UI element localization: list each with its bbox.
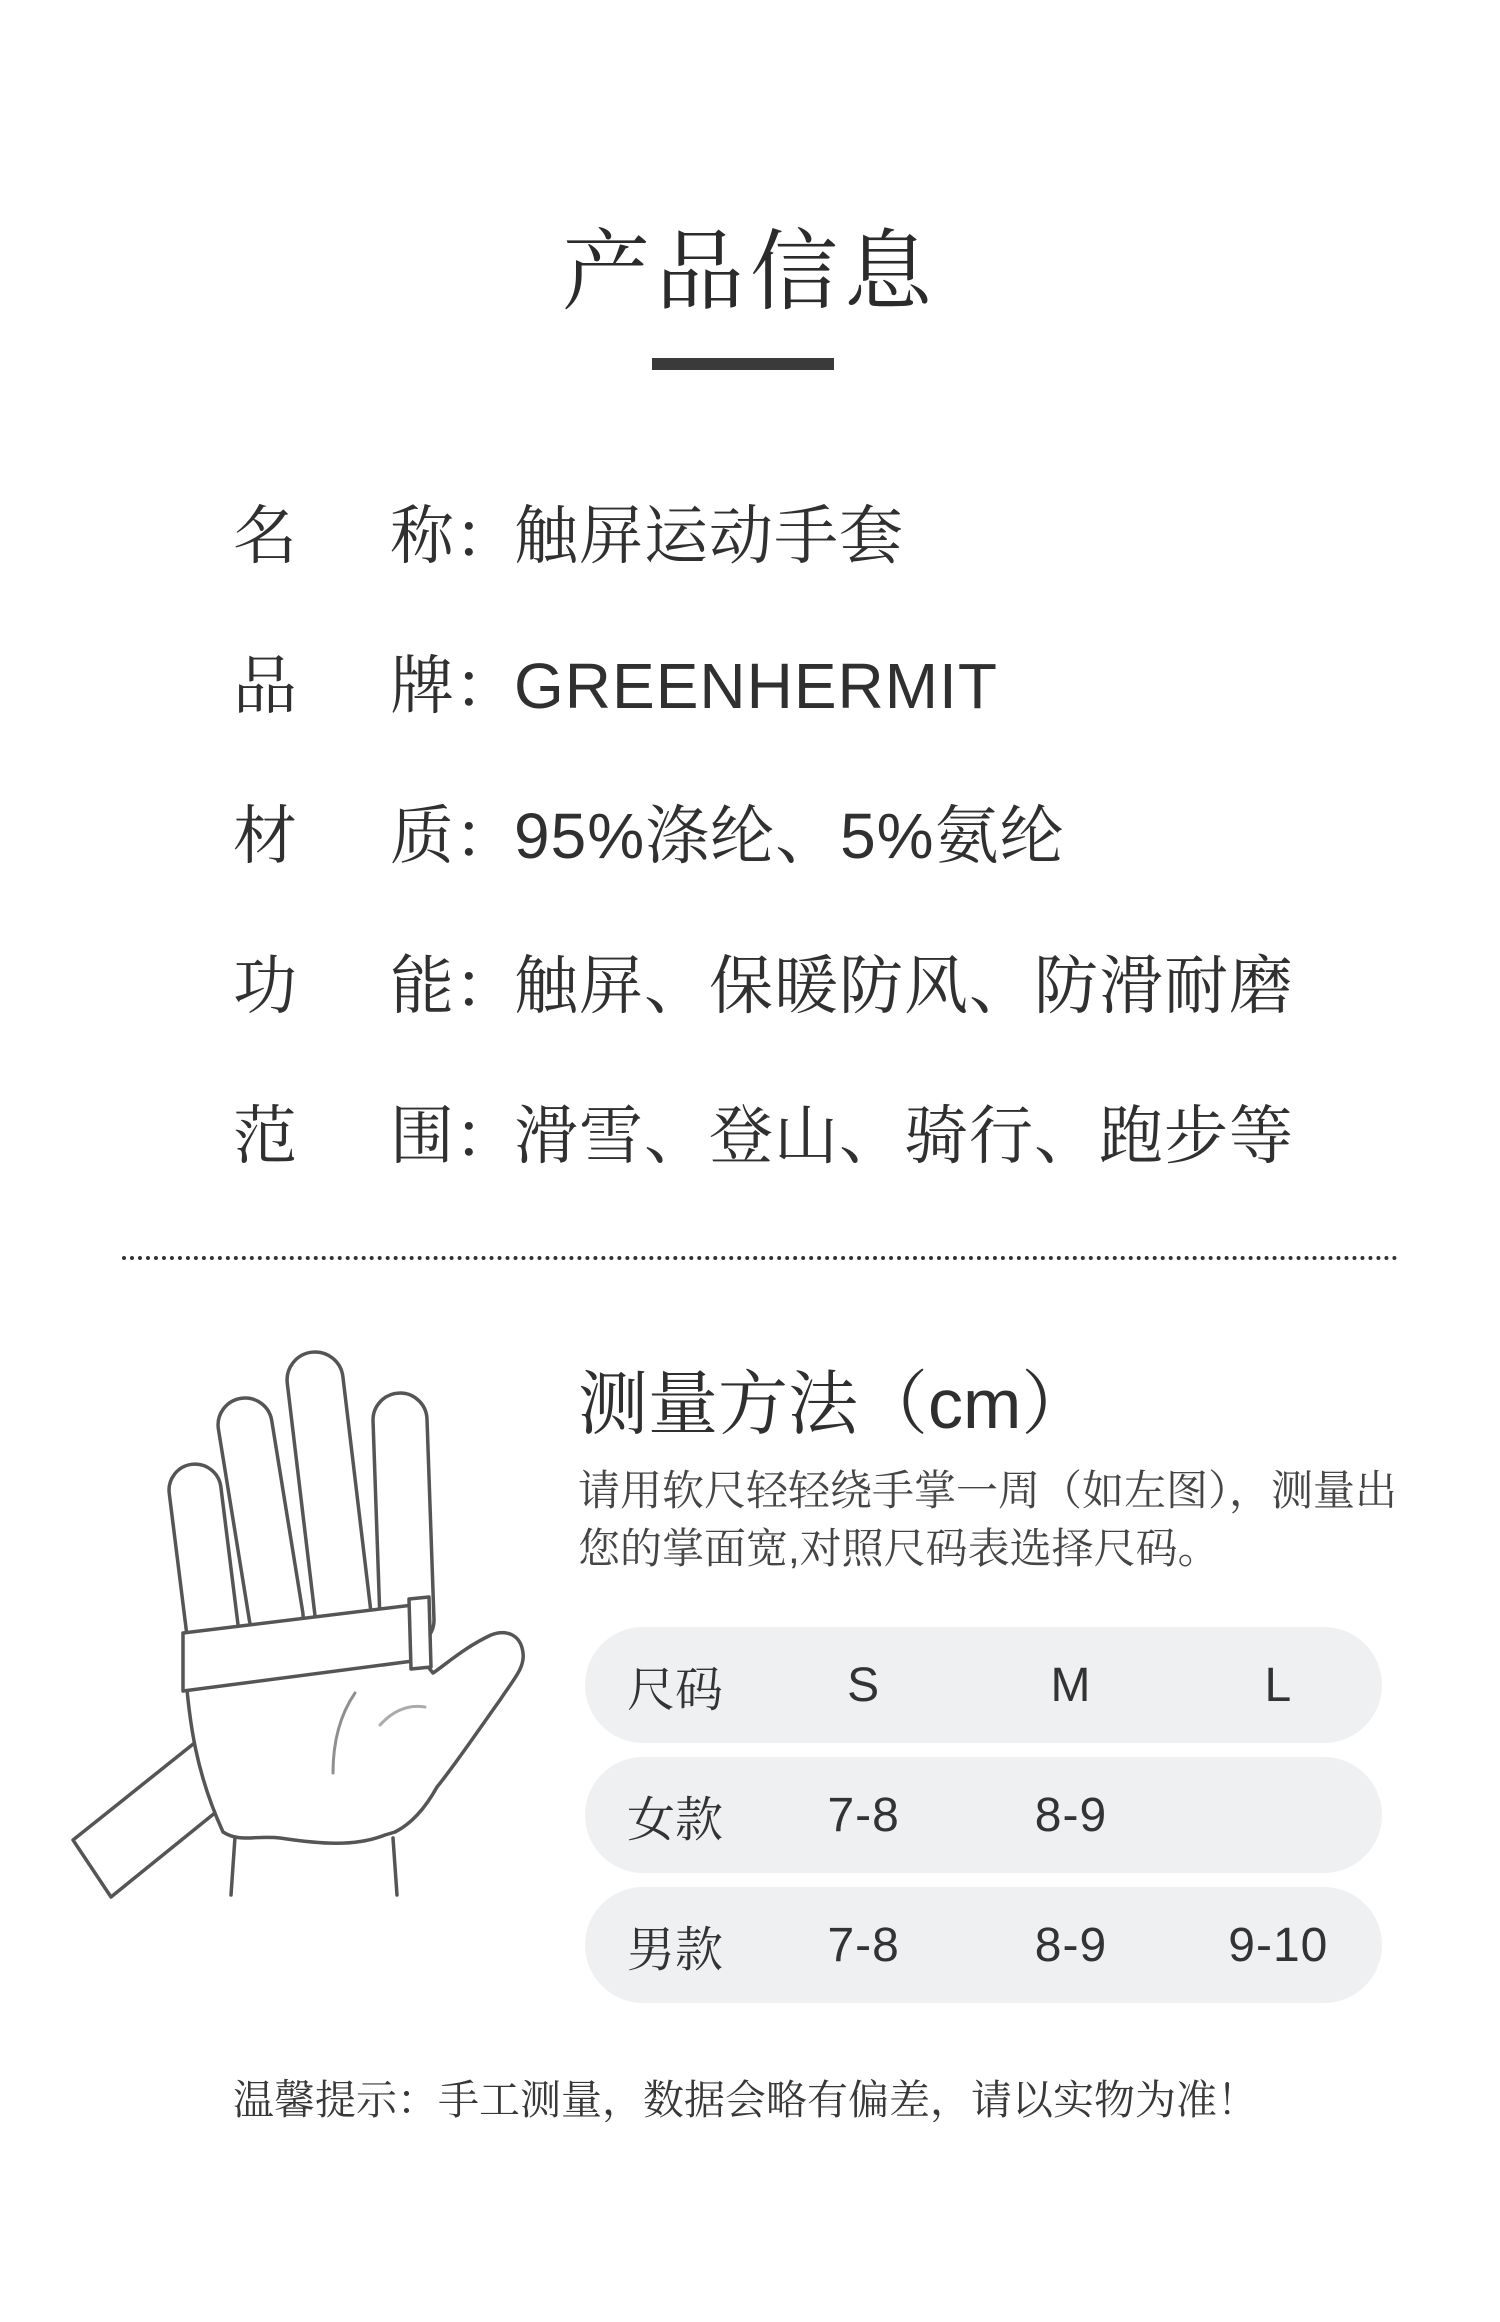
measure-heading: 测量方法（cm）: [578, 1365, 1092, 1443]
dotted-divider: [122, 1256, 1398, 1260]
spec-value: GREENHERMIT: [514, 650, 998, 722]
cell-men-m: 8-9: [1034, 1918, 1108, 1972]
hand-measuring-tape-icon: [55, 1335, 555, 1935]
title-underline: [652, 358, 834, 370]
spec-label: 品 牌: [233, 650, 454, 722]
spec-row-range: [233, 1100, 1294, 1172]
cell-men-l: 9-10: [1228, 1918, 1329, 1972]
size-table-header-row: [585, 1627, 1382, 1743]
cell-men-s: 7-8: [827, 1918, 900, 1972]
size-col-l: L: [1264, 1658, 1293, 1712]
spec-row-name: [233, 500, 1294, 572]
wrist-line-left: [231, 1837, 235, 1895]
spec-label: 名 称: [233, 500, 454, 572]
cell-women-m: 8-9: [1034, 1788, 1108, 1842]
measure-description-line2: 您的掌面宽,对照尺码表选择尺码。: [578, 1525, 1220, 1572]
spec-colon: ：: [454, 1100, 518, 1172]
size-table: [585, 1627, 1382, 2017]
spec-list: [233, 500, 1294, 1250]
spec-label: 范 围: [233, 1100, 454, 1172]
spec-value: 滑雪、登山、骑行、跑步等: [514, 1100, 1294, 1172]
measure-description: [578, 1462, 1448, 1578]
spec-colon: ：: [454, 500, 518, 572]
measure-description-line1: 请用软尺轻轻绕手掌一周（如左图），测量出: [578, 1467, 1398, 1514]
size-header-label: 尺码: [627, 1663, 724, 1717]
footer-note: 温馨提示：手工测量，数据会略有偏差，请以实物为准！: [233, 2077, 1258, 2123]
spec-colon: ：: [454, 650, 518, 722]
spec-row-brand: [233, 650, 1294, 722]
size-col-s: S: [847, 1658, 881, 1712]
size-table-row-women: [585, 1757, 1382, 1873]
spec-label: 功 能: [233, 950, 454, 1022]
row-label: 男款: [627, 1923, 724, 1977]
spec-colon: ：: [454, 950, 518, 1022]
spec-value: 触屏运动手套: [514, 500, 904, 572]
spec-value: 95%涤纶、5%氨纶: [514, 800, 1065, 872]
spec-value: 触屏、保暖防风、防滑耐磨: [514, 950, 1294, 1022]
spec-row-material: [233, 800, 1294, 872]
spec-row-function: [233, 950, 1294, 1022]
size-col-m: M: [1050, 1658, 1092, 1712]
spec-colon: ：: [454, 800, 518, 872]
size-table-row-men: [585, 1887, 1382, 2003]
cell-women-s: 7-8: [827, 1788, 900, 1842]
wrist-line-right: [393, 1838, 397, 1895]
spec-label: 材 质: [233, 800, 454, 872]
page-title: 产品信息: [561, 222, 938, 321]
band-buckle: [409, 1597, 431, 1669]
row-label: 女款: [627, 1793, 724, 1847]
